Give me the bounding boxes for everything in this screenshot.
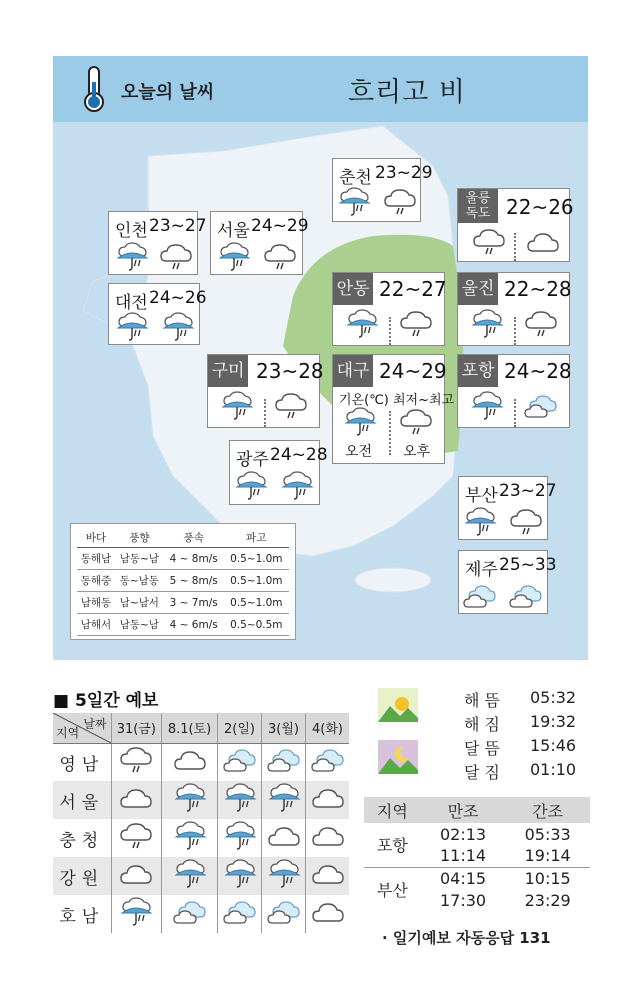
map-header: [53, 56, 588, 122]
table-row: 남해동 남~남서 3 ~ 7m/s 0.5~1.0m: [77, 592, 289, 614]
city-temp: 24~28: [504, 359, 572, 383]
city-tag: 대구: [333, 355, 373, 387]
city-name: 춘천: [339, 168, 372, 188]
city-chuncheon: [332, 158, 433, 222]
city-daegu: [332, 354, 455, 464]
heavy-rain-icon: [173, 783, 207, 813]
cloud-rain-icon: [472, 227, 506, 257]
city-uljin: [457, 272, 570, 346]
tide-table: [364, 797, 590, 911]
forecast-title: ■ 5일간 예보: [53, 691, 159, 711]
cloud-rain-icon: [274, 391, 308, 421]
city-name: 대전: [115, 293, 148, 313]
city-gumi: [207, 354, 324, 428]
thermometer-icon: [79, 64, 109, 114]
city-jeju: [458, 550, 557, 614]
heavy-rain-icon: [217, 242, 251, 272]
cloud-icon: [311, 897, 345, 927]
table-row: 남해서 남동~남 4 ~ 6m/s 0.5~0.5m: [77, 614, 289, 636]
pm-label: 오후: [403, 444, 431, 460]
partly-cloudy-icon: [223, 897, 257, 927]
heavy-rain-icon: [234, 471, 268, 501]
header-label: 오늘의 날씨: [121, 82, 215, 103]
temperature-legend: 기온(℃) 최저~최고: [339, 393, 455, 408]
heavy-rain-icon: [119, 897, 153, 927]
cloud-icon: [119, 859, 153, 889]
city-name: 부산: [465, 486, 498, 506]
day-header: 31(금): [111, 713, 162, 743]
region-label: 강원: [53, 857, 111, 895]
heavy-rain-icon: [280, 471, 314, 501]
city-temp: 24~26: [149, 288, 207, 308]
table-row: 포항 02:13 05:33: [376, 824, 571, 856]
sea-conditions-table: [70, 523, 296, 640]
cloud-icon: [173, 745, 207, 775]
cloud-rain-icon: [159, 242, 193, 272]
heavy-rain-icon: [345, 309, 379, 339]
table-row: 부산 04:15 10:15: [376, 868, 571, 900]
partly-cloudy-icon: [463, 581, 497, 611]
heavy-rain-icon: [267, 859, 301, 889]
cloud-icon: [311, 821, 345, 851]
table-header-row: 바다 풍향 풍속 파고: [77, 528, 289, 548]
cloud-rain-icon: [399, 407, 433, 437]
city-tag: 울진: [458, 273, 498, 305]
city-temp: 24~28: [270, 445, 328, 465]
city-tag: 구미: [208, 355, 248, 387]
city-seoul: [210, 211, 309, 275]
city-name: 인천: [115, 221, 148, 241]
sunrise-sunset-icon: [378, 688, 418, 722]
city-temp: 23~28: [256, 359, 324, 383]
table-row: 동해남 남동~남 4 ~ 8m/s 0.5~1.0m: [77, 548, 289, 570]
heavy-rain-icon: [173, 859, 207, 889]
city-temp: 23~29: [375, 163, 433, 183]
table-header-row: 지역 만조 간조: [364, 797, 590, 823]
city-pohang: [457, 354, 570, 428]
sunrise-label: 해 뜸: [464, 691, 500, 710]
city-temp: 22~27: [379, 277, 447, 301]
heavy-rain-icon: [470, 391, 504, 421]
cloud-rain-icon: [399, 309, 433, 339]
day-header: 3(월): [262, 713, 306, 743]
city-incheon: [108, 211, 207, 275]
auto-response-note: · 일기예보 자동응답 131: [382, 929, 551, 947]
cloud-icon: [311, 783, 345, 813]
table-row: 11:14 19:14: [364, 845, 590, 867]
city-tag: 울릉 독도: [458, 189, 498, 223]
region-label: 충청: [59, 830, 105, 851]
moonrise-moonset-icon: [378, 740, 418, 774]
region-label: 호남: [59, 906, 105, 927]
table-header-row: [53, 713, 349, 743]
city-temp: 22~28: [504, 277, 572, 301]
city-busan: [458, 476, 557, 540]
header-title: 흐리고 비: [348, 77, 466, 108]
table-row: [53, 743, 349, 781]
heavy-rain-icon: [161, 312, 195, 342]
partly-cloudy-icon: [509, 581, 543, 611]
heavy-rain-icon: [463, 507, 497, 537]
city-name: 제주: [465, 560, 498, 580]
city-temp: 24~29: [251, 216, 309, 236]
table-row: [53, 819, 349, 857]
cloud-rain-icon: [119, 821, 153, 851]
city-andong: [332, 272, 445, 346]
city-ulleung: [457, 188, 574, 262]
cloud-rain-icon: [383, 187, 417, 217]
city-gwangju: [229, 440, 328, 505]
cloud-rain-icon: [509, 507, 543, 537]
moonrise-label: 달 뜸: [464, 739, 500, 758]
sunset-time: 19:32: [530, 712, 577, 731]
partly-cloudy-icon: [173, 897, 207, 927]
heavy-rain-icon: [470, 309, 504, 339]
city-name: 광주: [236, 450, 269, 470]
cloud-icon: [119, 783, 153, 813]
moonrise-time: 15:46: [530, 736, 577, 755]
sunset-label: 해 짐: [464, 715, 500, 734]
cloud-rain-icon: [263, 242, 297, 272]
city-temp: 22~26: [506, 195, 574, 219]
partly-cloudy-icon: [267, 745, 301, 775]
day-header: 2(일): [217, 713, 261, 743]
moonset-label: 달 짐: [464, 763, 500, 782]
city-temp: 24~29: [379, 359, 447, 383]
table-row: [53, 857, 349, 895]
city-tag: 포항: [458, 355, 498, 387]
heavy-rain-icon: [223, 783, 257, 813]
partly-cloudy-icon: [311, 745, 345, 775]
table-row: 17:30 23:29: [440, 890, 571, 910]
heavy-rain-icon: [337, 187, 371, 217]
region-label: 영남: [59, 754, 105, 775]
cloud-rain-icon: [524, 309, 558, 339]
table-row: [53, 781, 349, 819]
day-header: 4(화): [306, 713, 349, 743]
heavy-rain-icon: [115, 242, 149, 272]
partly-cloudy-icon: [223, 745, 257, 775]
city-temp: 25~33: [499, 555, 557, 575]
city-temp: 23~27: [149, 216, 207, 236]
sunrise-time: 05:32: [530, 688, 577, 707]
cloud-icon: [311, 859, 345, 889]
heavy-rain-icon: [220, 391, 254, 421]
cloud-icon: [267, 821, 301, 851]
city-tag: 안동: [333, 273, 373, 305]
heavy-rain-icon: [223, 859, 257, 889]
five-day-forecast-table: [53, 713, 349, 933]
region-label: 서울: [53, 781, 111, 819]
moonset-time: 01:10: [530, 760, 577, 779]
partly-cloudy-icon: [524, 391, 558, 421]
partly-cloudy-icon: [267, 897, 301, 927]
heavy-rain-icon: [343, 407, 377, 437]
heavy-rain-icon: [267, 783, 301, 813]
heavy-rain-icon: [223, 821, 257, 851]
day-header: 8.1(토): [162, 713, 218, 743]
table-row: 동해중 동~남동 5 ~ 8m/s 0.5~1.0m: [77, 570, 289, 592]
city-daejeon: [108, 283, 207, 345]
table-row: [53, 895, 349, 933]
heavy-rain-icon: [173, 821, 207, 851]
am-label: 오전: [345, 444, 373, 460]
city-temp: 23~27: [499, 481, 557, 501]
corner-cell: 날짜 지역: [53, 713, 111, 743]
city-name: 서울: [217, 221, 250, 241]
cloud-icon: [526, 227, 560, 257]
heavy-rain-icon: [115, 312, 149, 342]
cloud-rain-icon: [119, 745, 153, 775]
